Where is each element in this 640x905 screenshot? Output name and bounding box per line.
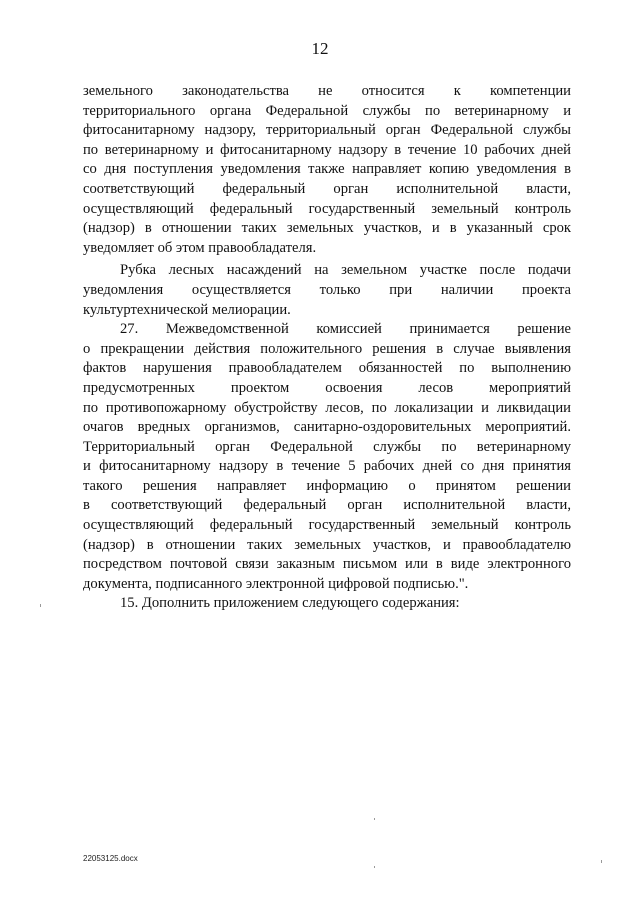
text-line: документа, подписанного электронной цифровой подписью.".	[83, 575, 469, 592]
text-line: земельного законодательства не относится к компетенции	[83, 83, 571, 99]
text-line: Территориальный орган Федеральной службы по ветеринарному	[83, 438, 571, 455]
text-line: Рубка лесных насаждений на земельном участке после подачи	[120, 262, 571, 279]
scan-speck	[374, 818, 375, 820]
text-line: по ветеринарному и фитосанитарному надзору в течение 10 рабочих дней	[83, 141, 571, 158]
body-text	[83, 82, 571, 614]
text-line: предусмотренных проектом освоения лесов мероприятий	[83, 379, 571, 396]
footer-filename: 22053125.docx	[83, 854, 138, 863]
paragraph-2	[83, 261, 571, 320]
text-line: и фитосанитарному надзору в течение 5 рабочих дней со дня принятия	[83, 458, 571, 475]
text-line: фактов нарушения правообладателем обязанностей по выполнению	[83, 360, 571, 377]
text-line: 15. Дополнить приложением следующего содержания:	[120, 595, 460, 612]
text-line: по противопожарному обустройству лесов, по локализации и ликвидации	[83, 399, 571, 416]
paragraph-1	[83, 82, 571, 258]
text-line: уведомляет об этом правообладателя.	[83, 239, 317, 256]
paragraph-3	[83, 320, 571, 594]
text-line: о прекращении действия положительного решения в случае выявления	[83, 340, 571, 357]
text-line: соответствующий федеральный орган исполнительной власти,	[83, 180, 571, 197]
page-number: 12	[311, 39, 329, 58]
text-line: (надзор) в отношении таких земельных участков, и правообладателю	[83, 536, 571, 553]
text-line: такого решения направляет информацию о принятом решении	[83, 477, 571, 494]
text-line: очагов вредных организмов, санитарно-оздоровительных мероприятий.	[83, 419, 571, 436]
scan-speck	[601, 860, 602, 863]
text-line: фитосанитарному надзору, территориальный орган Федеральной службы	[83, 122, 571, 139]
text-line: уведомления осуществляется только при наличии проекта	[83, 281, 571, 298]
text-line: (надзор) в отношении таких земельных участков, и в указанный срок	[83, 220, 571, 237]
text-line: осуществляющий федеральный государственный земельный контроль	[83, 200, 571, 217]
text-line: культуртехнической мелиорации.	[83, 301, 291, 318]
text-line: осуществляющий федеральный государственный земельный контроль	[83, 517, 571, 534]
scan-speck	[374, 866, 375, 868]
text-line: 27. Межведомственной комиссией принимается решение	[120, 321, 571, 338]
text-line: в соответствующий федеральный орган исполнительной власти,	[83, 497, 571, 514]
text-line: посредством почтовой связи заказным письмом или в виде электронного	[83, 556, 571, 573]
text-line: со дня поступления уведомления также направляет копию уведомления в	[83, 161, 571, 178]
paragraph-4	[83, 594, 571, 614]
scan-speck	[40, 604, 41, 607]
text-line: территориального органа Федеральной службы по ветеринарному и	[83, 102, 571, 119]
